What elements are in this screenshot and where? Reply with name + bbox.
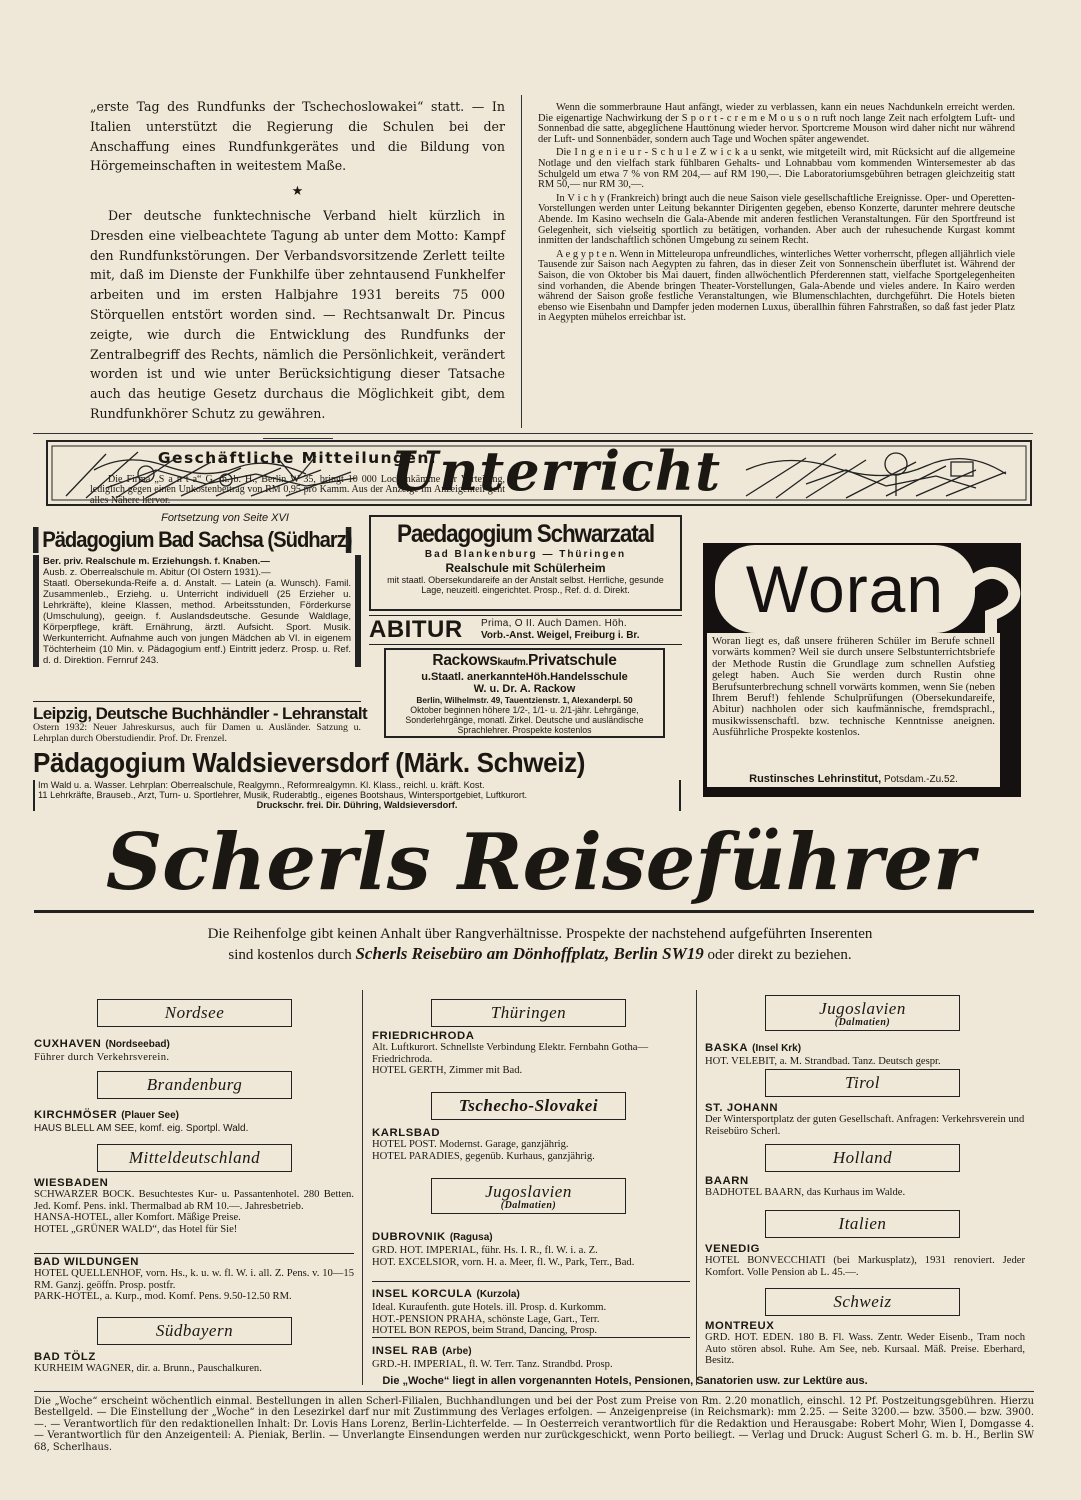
place-sub: (Arbe) — [442, 1346, 472, 1357]
article-paragraph: A e g y p t e n. Wenn in Mitteleuropa unfreundliches, winterliches Wetter vorherrscht, pflegen alljährlich viele Tausende zur Saison nach Aegypten zu fahren, das in dieser Zeit von Sonnenschein überflutet ist. Während der Saison, die von Oktober bis Mai dauert, finden allwöchentlich Pferderennen statt, vielfache Sportgelegenheiten sind vorhanden, die Abende bringen Theater-Vorstellungen, Gala-Abende und vieles andere. In Kairo werden während der Saison große festliche Veranstaltungen, wie Blumenschlachten, durchgeführt. Die Hotels bieten ebenso wie Eisenbahn und Dampfer jeden modernen Luxus, überallhin führen Fahrstraßen, so daß fast jeder Platz in Aegypten mühelos erreichbar ist. — [538, 248, 1015, 324]
place-name: KIRCHMÖSER — [34, 1109, 118, 1121]
ad-body — [33, 555, 361, 667]
ad-body — [707, 633, 1000, 787]
entry-st-johann — [705, 1102, 1025, 1137]
entry-text: Alt. Luftkurort. Schnellste Verbindung Elektr. Fernbahn Gotha—Friedrichroda. — [372, 1042, 649, 1065]
column-rule — [521, 95, 522, 428]
ad-text: Vorb.-Anst. Weigel, Freiburg i. Br. — [481, 630, 640, 641]
region-brandenburg: Brandenburg — [97, 1071, 292, 1099]
article-paragraph: Die I n g e n i e u r - S c h u l e Z w i c k a u senkt, wie mitgeteilt wird, mit Rücksicht auf die allgemeine Notlage und den vielfach stark fühlbaren Gehalts- und Lohnabbau vom kommenden Wintersemester ab das Schulgeld um etwa 7 % von RM 204,— auf RM 190,—. Die Laboratoriumsgebühren betragen gleichzeitig statt RM 50,— nur RM 30,—. — [538, 147, 1015, 191]
banner-title: Unterricht — [390, 439, 722, 503]
divider — [34, 1253, 354, 1254]
entry-text: KURHEIM WAGNER, dir. a. Brunn., Pauschalkuren. — [34, 1363, 262, 1374]
ad-line: u.Staatl. anerkannteHöh.Handelsschule — [421, 671, 628, 683]
region-holland: Holland — [765, 1144, 960, 1172]
star-separator: ★ — [291, 184, 304, 200]
region-mitteldeutschland: Mitteldeutschland — [97, 1144, 292, 1172]
ad-bad-sachsa — [33, 527, 361, 667]
divider — [372, 1281, 690, 1282]
divider — [372, 1337, 690, 1338]
entry-bad-toelz — [34, 1351, 354, 1375]
ad-line: W. u. Dr. A. Rackow — [473, 683, 576, 695]
ad-line: Im Wald u. a. Wasser. Lehrplan: Oberrealschule, Realgymn., Reformrealgymn. Kl. Klass., reichl. u. kräft. Kost. — [38, 780, 485, 790]
intro-line: Die Reihenfolge gibt keinen Anhalt über Rangverhältnisse. Prospekte der nachstehend aufgeführten Inserenten — [207, 926, 873, 942]
scherls-title: Scherls Reiseführer — [105, 817, 975, 908]
ad-waldsieversdorf — [33, 746, 681, 818]
entry-text: HOTEL BON REPOS, beim Strand, Dancing, Prosp. — [372, 1325, 598, 1337]
ad-line: Ber. priv. Realschule m. Erziehungsh. f. Knaben.— — [43, 556, 270, 567]
column-rule — [362, 990, 363, 1385]
ad-title: Woran — [715, 545, 975, 633]
region-suedbayern: Südbayern — [97, 1317, 292, 1345]
entry-text: SCHWARZER BOCK. Besuchtestes Kur- u. Passantenhotel. 280 Betten. Jed. Komf. Pens. inkl. Thermalbad ab RM 10.—. Jahresbetrieb. — [34, 1189, 354, 1212]
ad-line: Berlin, Wilhelmstr. 49, Tauentzienstr. 1, Alexanderpl. 50 — [416, 695, 633, 705]
entry-korcula — [372, 1284, 690, 1337]
ad-leipzig — [33, 701, 368, 744]
place-name: VENEDIG — [705, 1243, 761, 1255]
entry-text: HAUS BLELL AM SEE, komf. eig. Sportpl. Wald. — [34, 1123, 249, 1134]
entry-text: HOTEL QUELLENHOF, vorn. Hs., k. u. w. fl. W. i. all. Z. Pens. v. 10—15 RM. Ganzj. geöffn. Prosp. postfr. — [34, 1268, 354, 1291]
ad-woran — [703, 543, 1021, 797]
entry-text: HOTEL POST. Modernst. Garage, ganzjährig. — [372, 1139, 569, 1150]
ad-schwarzatal — [369, 515, 682, 611]
entry-montreux — [705, 1320, 1025, 1367]
region-nordsee: Nordsee — [97, 999, 292, 1027]
column-rule — [696, 990, 697, 1385]
place-sub: (Insel Krk) — [752, 1043, 802, 1054]
ad-title: Leipzig, Deutsche Buchhändler - Lehranstalt — [33, 704, 368, 723]
entry-text: HOTEL PARADIES, gegenüb. Kurhaus, ganzjährig. — [372, 1150, 595, 1162]
ad-title-part: Privatschule — [527, 652, 617, 669]
entry-text: PARK-HOTEL, a. Kurp., mod. Komf. Pens. 9.50-12.50 RM. — [34, 1291, 292, 1303]
entry-text: GRD.-H. IMPERIAL, fl. W. Terr. Tanz. Strandbd. Prosp. — [372, 1359, 613, 1370]
ad-abitur — [369, 615, 682, 645]
ad-line: Ausb. z. Oberrealschule m. Abitur (OI Ostern 1931).— — [43, 567, 271, 578]
entry-kirchmoeser — [34, 1105, 354, 1135]
intro-text: oder direkt zu beziehen. — [707, 947, 852, 963]
article-paragraph: In V i c h y (Frankreich) bringt auch die neue Saison viele gesellschaftliche Ereignisse. Oper- und Operetten-Vorstellungen werden unter Leitung bekannter Dirigenten gegeben, ebenso Konzerte, darunter mehrere deutsche Abende. Im Kasino wechseln die Gala-Abende mit anderen festlichen Veranstaltungen. Für den Sportfreund ist Gelegenheit, sich vielseitig sportlich zu betätigen, vorhanden. Aber auch der ruhesuchende Kurgast kommt inmitten der landschaftlich schönen Umgebung zu seinem Recht. — [538, 192, 1015, 247]
ad-subtitle: Bad Blankenburg — Thüringen — [424, 549, 627, 560]
entry-karlsbad — [372, 1127, 690, 1162]
entry-text: HOTEL „GRÜNER WALD“, das Hotel für Sie! — [34, 1223, 238, 1235]
ad-title: Pädagogium Waldsieversdorf (Märk. Schweiz) — [33, 747, 586, 778]
entry-baarn — [705, 1175, 1025, 1199]
place-name: ST. JOHANN — [705, 1102, 779, 1114]
entry-dubrovnik — [372, 1227, 690, 1268]
business-notice: Die Firma „S a n t a“ G. m. b. H., Berlin W 35, bringt 10 000 Lockenkämme zur Verteilung, lediglich gegen einen Unkostenbeitrag von RM 0,95 pro Kamm. Aus der Anzeige im Anzeigenteil geht alles Nähere hervor. — [90, 473, 505, 506]
article-paragraph: Der deutsche funktechnische Verband hielt kürzlich in Dresden eine vielbeachtete Tagung ab unter dem Motto: Kampf den Rundfunkstörungen. Der Verbandsvorsitzende Zerlett teilte mit, daß im Dienste der Funkhilfe über zehntausend Funkhelfer arbeiten und im ersten Halbjahre 1931 bereits 75 000 Störquellen entstört worden sind. — Rechtsanwalt Dr. Pincus zeigte, wie durch die Entwicklung des Rundfunks der Zentralbegriff des Rechts, nämlich die Persönlichkeit, verändert worden ist und wie unter Berücksichtigung dieser Tatsache auch das heutige Gesetz durchaus die Möglichkeit gibt, dem Rundfunkhörer Schutz zu gewähren. — [90, 207, 505, 421]
ad-body — [33, 780, 681, 811]
entry-venedig — [705, 1243, 1025, 1278]
article-paragraph: Wenn die sommerbraune Haut anfängt, wieder zu verblassen, kann ein neues Nachdunkeln erreicht werden. Die eigenartige Nachwirkung der S p o r t - c r e m e M o u s o n ruft noch lange Zeit nach erfolgtem Luft- und Sonnenbad die satte, abgeglichene Hauttönung wieder hervor. Sportcreme Mouson wird daher nicht nur während der Luft- und Sonnenbäder, sondern auch Tage und Wochen später angewendet. — [538, 102, 1015, 145]
region-name: Jugoslavien — [485, 1182, 572, 1201]
woche-notice: Die „Woche“ liegt in allen vorgenannten Hotels, Pensionen, Sanatorien usw. zur Lektüre aus. — [382, 1375, 868, 1387]
ad-line: Druckschr. frei. Dir. Dühring, Waldsieversdorf. — [256, 800, 458, 811]
entry-text: Ideal. Kuraufenth. gute Hotels. ill. Prosp. d. Kurkomm. — [372, 1302, 607, 1313]
region-sub: (Dalmatien) — [500, 1200, 557, 1211]
ad-title: ABITUR — [369, 616, 463, 643]
ad-title: Paedagogium Schwarzatal — [397, 520, 654, 548]
place-sub: (Plauer See) — [121, 1110, 180, 1121]
region-italien: Italien — [765, 1210, 960, 1238]
entry-text: BADHOTEL BAARN, das Kurhaus im Walde. — [705, 1187, 906, 1198]
section-divider — [33, 433, 1033, 434]
region-tirol: Tirol — [765, 1069, 960, 1097]
section-heading: Geschäftliche Mitteilungen. — [157, 448, 438, 467]
ad-line: 11 Lehrkräfte, Brauseb., Arzt, Turn- u. Sportlehrer, Musik, Ruderabtlg., eigenes Bootshaus, Wintersportgebiet, Luftkurort. — [38, 790, 528, 801]
region-tschecho-slovakei: Tschecho-Slovakei — [431, 1092, 626, 1120]
unterricht-banner — [46, 440, 1032, 506]
region-sub: (Dalmatien) — [834, 1017, 891, 1028]
place-name: INSEL RAB — [372, 1345, 439, 1357]
intro-text: sind kostenlos durch — [228, 947, 352, 963]
entry-text: HOTEL BONVECCHIATI (bei Markusplatz), 1931 renoviert. Jeder Komfort. Volle Pension ab L. 45.—. — [705, 1255, 1025, 1278]
intro-line — [60, 944, 1020, 965]
entry-text: HOT. EXCELSIOR, vorn. H. a. Meer, fl. W., Park, Terr., Bad. — [372, 1256, 635, 1268]
title-underline — [34, 910, 1034, 913]
place-sub: (Kurzola) — [476, 1289, 520, 1300]
divider — [263, 438, 333, 439]
ad-title: Pädagogium Bad Sachsa (Südharz) — [33, 527, 351, 553]
region-thueringen: Thüringen — [431, 999, 626, 1027]
scherls-intro — [60, 925, 1020, 965]
place-name: INSEL KORCULA — [372, 1288, 473, 1300]
ad-text: Woran liegt es, daß unsere früheren Schüler im Berufe schnell vorwärts kommen? Weil sie durch unsere Selbstunterrichtsbriefe der Methode Rustin die Grundlage zum schnellen Aufstieg gelegt haben. Auch Sie werden durch Rustin ohne Berufsunterbrechung schnell vorwärts kommen, wenn Sie (neben Ihrem Beruf!) fehlende Schulprüfungen (Obersekundareife, Abitur) nachholen oder sich kaufmännische, fremdsprachl., musikwissenschaftl. bzw. technische Kenntnisse aneignen. Ausführliche Prospekte kostenlos. — [712, 635, 995, 739]
continuation-note: Fortsetzung von Seite XVI — [161, 512, 289, 524]
entry-friedrichroda — [372, 1030, 690, 1077]
place-name: MONTREUX — [705, 1320, 775, 1332]
place-sub: (Nordseebad) — [105, 1039, 170, 1050]
ad-text: Ostern 1932: Neuer Jahreskursus, auch für Damen u. Ausländer. Satzung u. Lehrplan durch Oberstudiendir. Prof. Dr. Frenzel. — [33, 722, 361, 744]
ad-title — [390, 652, 659, 671]
place-name: DUBROVNIK — [372, 1231, 446, 1243]
scherls-reisebuero: Scherls Reisebüro am Dönhoffplatz, Berlin SW19 — [355, 944, 704, 963]
divider — [33, 701, 361, 702]
region-jugoslavien — [765, 995, 960, 1031]
place-name: WIESBADEN — [34, 1177, 109, 1189]
entry-text: Führer durch Verkehrsverein. — [34, 1052, 170, 1063]
ad-title-part: kaufm. — [497, 657, 528, 668]
entry-bad-wildungen — [34, 1256, 354, 1303]
region-schweiz: Schweiz — [765, 1288, 960, 1316]
ad-subtitle: Realschule mit Schülerheim — [445, 561, 606, 575]
ad-footer — [712, 773, 995, 785]
entry-text: GRD. HOT. IMPERIAL, führ. Hs. I. R., fl. W. i. a. Z. — [372, 1245, 598, 1256]
entry-cuxhaven — [34, 1034, 354, 1064]
ad-title-part: Rackows — [432, 652, 498, 669]
place-name: CUXHAVEN — [34, 1038, 102, 1050]
place-sub: (Ragusa) — [449, 1232, 493, 1243]
place-name: BASKA — [705, 1042, 749, 1054]
region-jugoslavien — [431, 1178, 626, 1214]
entry-text: HOT.-PENSION PRAHA, schönste Lage, Gart., Terr. — [372, 1313, 600, 1325]
ad-rackow — [384, 648, 665, 738]
ad-text: Oktober beginnen höhere 1/2-, 1/1- u. 2/1-jähr. Lehrgänge, Sonderlehrgänge, monatl. Zirkel. Deutsche und ausländische Sprachlehrer. Prospekte kostenlos — [405, 705, 644, 735]
institute-name: Rustinsches Lehrinstitut, — [749, 773, 882, 785]
entry-text: HANSA-HOTEL, aller Komfort. Mäßige Preise. — [34, 1212, 241, 1224]
ad-text: Prima, O II. Auch Damen. Höh. — [481, 618, 627, 629]
place-name: FRIEDRICHRODA — [372, 1030, 475, 1042]
entry-text: HOTEL GERTH, Zimmer mit Bad. — [372, 1065, 523, 1077]
entry-text: Der Wintersportplatz der guten Gesellschaft. Anfragen: Verkehrsverein und Reisebüro Scherl. — [705, 1114, 1025, 1137]
region-name: Jugoslavien — [819, 999, 906, 1018]
place-name: BAD TÖLZ — [34, 1351, 96, 1363]
imprint-footer: Die „Woche“ erscheint wöchentlich einmal. Bestellungen in allen Scherl-Filialen, Buchhandlungen und bei der Post zum Preise von Rm. 2.20 monatlich, einschl. 12 Pf. Postzeitungsgebühren. Hierzu Bestellgeld. — Die Einstellung der „Woche“ in den Lesezirkel darf nur mit Zustimmung des Verlages erfolgen. — Anzeigenpreise (in Reichsmark): mm 2.25. — Seite 3200.— bzw. 3500.— bzw. 3900.—. — Verantwortlich für den redaktionellen Inhalt: Dr. Lovis Hans Lorenz, Berlin-Lichterfelde. — In Oesterreich verantwortlich für die Redaktion und Herausgabe: Robert Mohr, Wien I, Domgasse 4. — Verantwortlich für den Anzeigenteil: A. Pieniak, Berlin. — Unverlangte Einsendungen werden nur zurückgeschickt, wenn Porto beiliegt. — Verlag und Druck: August Scherl G. m. b. H., Berlin SW 68, Scherlhaus. — [34, 1396, 1034, 1453]
place-name: BAARN — [705, 1175, 749, 1187]
entry-baska — [705, 1038, 1025, 1068]
entry-rab — [372, 1341, 690, 1371]
place-name: BAD WILDUNGEN — [34, 1256, 140, 1268]
article-paragraph: „erste Tag des Rundfunks der Tschechoslowakei“ statt. — In Italien unterstützt die Regierung die Schulen bei der Anschaffung eines Rundfunkgerätes und die Bildung von Hörgemeinschaften in weitestem Maße. — [90, 99, 505, 174]
top-right-column — [538, 103, 1015, 324]
ad-line: Staatl. Obersekunda-Reife a. d. Anstalt. — Latein (a. Wunsch). Famil. Zusammenleb., Erziehg. u. Unterricht individuell (25 Erzieher u. Lehrkräfte), kleine Klassen, method. Arbeitsstunden, Förderkurse (Umschulung), geeign. f. Auslandsdeutsche. Gesunde Waldlage, Körperpflege, kräft. Ernährung, ärztl. Aufsicht. Sport. Musik. Werkunterricht. Aufnahme auch von jungen Mädchen ab VI. in eigenem Töchterheim (10 Min. v. Pädagogium entf.) Eintritt jederz. Prosp. u. Ref. d. d. Direktion. Fernruf 243. — [43, 578, 351, 666]
ad-text: mit staatl. Obersekundareife an der Anstalt selbst. Herrliche, gesunde Lage, neuzeitl. eingerichtet. Prosp., Ref. d. d. Direkt. — [387, 575, 664, 595]
institute-address: Potsdam.-Zu.52. — [883, 774, 958, 785]
entry-text: HOT. VELEBIT, a. M. Strandbad. Tanz. Deutsch gespr. — [705, 1056, 941, 1067]
place-name: KARLSBAD — [372, 1127, 441, 1139]
entry-wiesbaden — [34, 1177, 354, 1235]
entry-text: GRD. HOT. EDEN. 180 B. Fl. Wass. Zentr. Weder Eisenb., Tram noch Auto stören absol. Ruhe. Am See, neb. Kursaal. Mäß. Preise. Eberhard, Besitz. — [705, 1332, 1025, 1367]
footer-rule — [34, 1391, 1034, 1392]
